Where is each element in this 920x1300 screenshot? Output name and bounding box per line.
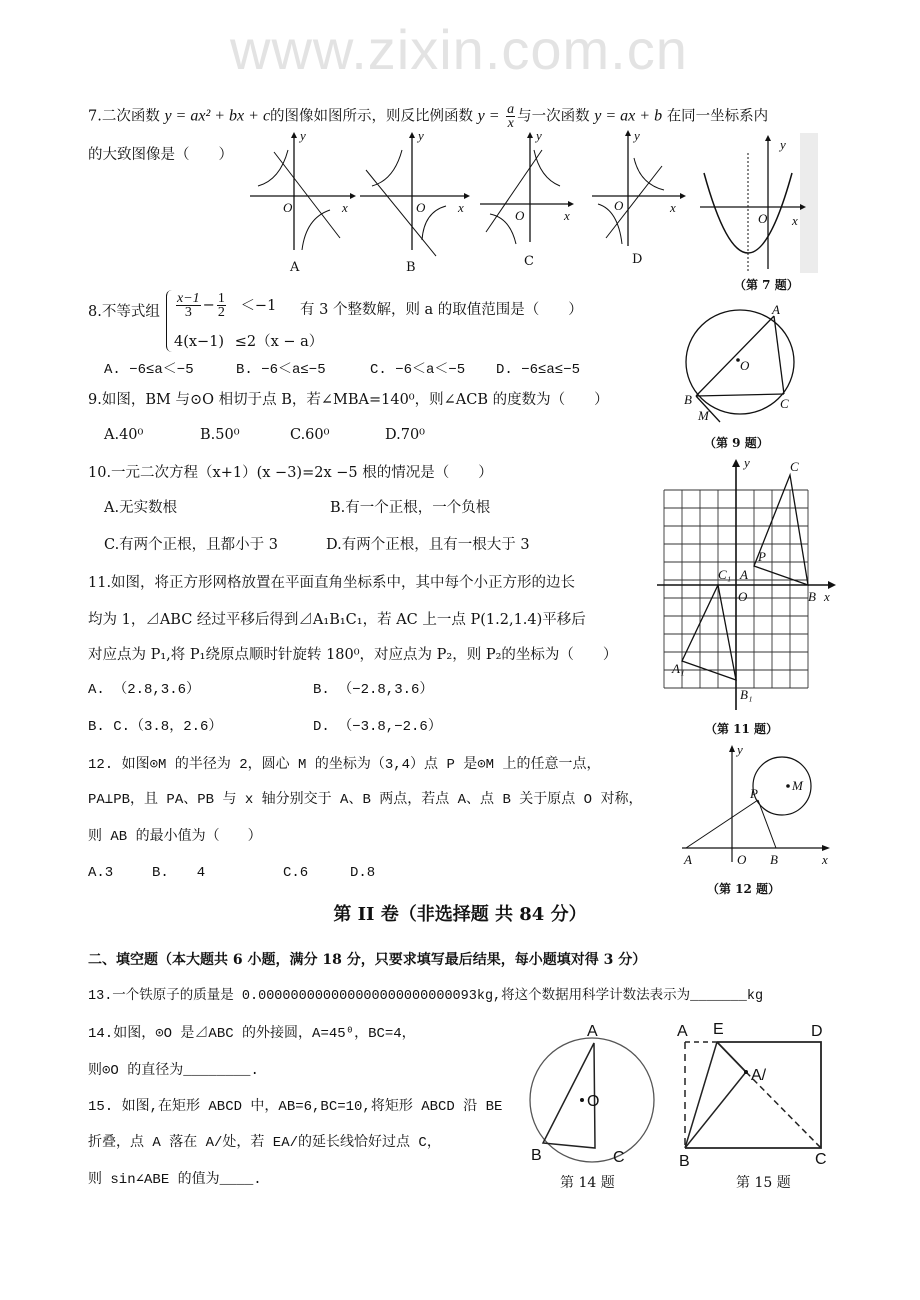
q14-figure-caption: 第 14 题 (560, 1175, 615, 1191)
q7-equation-inverse-lhs: y = (477, 107, 500, 125)
q9-option-d: D.70⁰ (385, 427, 425, 443)
origin-label: O (737, 852, 747, 867)
point-b-label: B (684, 392, 692, 407)
q7-option-d-label: D (632, 252, 643, 267)
point-c-label: C (815, 1151, 827, 1168)
point-a-label: A (587, 1023, 598, 1040)
origin-label: O (283, 200, 293, 215)
axis-x-label: x (458, 200, 464, 215)
q7-text-mid: 的图像如图所示，则反比例函数 (270, 108, 474, 125)
q7-figure-caption: （第 7 题） (734, 278, 799, 292)
q7-graph-a (250, 130, 360, 260)
q11-line-1: 11.如图，将正方形网格放置在平面直角坐标系中，其中每个小正方形的边长 (88, 575, 576, 591)
q12-line-1: 12. 如图⊙M 的半径为 2，圆心 M 的坐标为（3,4）点 P 是⊙M 上的任意一点， (88, 757, 601, 773)
q10-option-b: B.有一个正根，一个负根 (330, 500, 491, 516)
q12-figure-caption: （第 12 题） (707, 882, 781, 896)
point-b-label: B (770, 852, 778, 867)
q8-option-d: D. −6≤a≤−5 (496, 362, 581, 378)
point-o-label: O (740, 358, 750, 373)
q7-frac-den: x (507, 116, 514, 131)
q7-frac-num: a (507, 102, 515, 117)
q8-frac-2-num: 1 (217, 291, 225, 306)
origin-label: O (416, 200, 426, 215)
q7-option-a-label: A (290, 260, 300, 275)
q11-option-d: D. （−3.8,−2.6） (313, 719, 442, 735)
q11-option-c: B. C.（3.8，2.6） (88, 719, 223, 735)
point-b-label: B (531, 1147, 542, 1164)
q7-graph-b (360, 130, 475, 260)
q8-row-1 (174, 292, 276, 319)
q8-row-1-relation: ＜−1 (240, 297, 277, 314)
q15-line-3: 则 sin∠ABE 的值为____. (88, 1172, 262, 1188)
q8-frac-1-den: 3 (184, 305, 192, 320)
q11-line-2: 均为 1，⊿ABC 经过平移后得到⊿A₁B₁C₁，若 AC 上一点 P(1.2,1.4)平移后 (88, 612, 586, 628)
q8-option-b: B. −6＜a≤−5 (236, 362, 326, 378)
q15-line-1: 15. 如图,在矩形 ABCD 中，AB=6,BC=10,将矩形 ABCD 沿 BE (88, 1099, 503, 1115)
q8-option-c: C. −6＜a＜−5 (370, 362, 466, 378)
point-b-label: B (679, 1153, 690, 1170)
point-a1-label: A₁ (672, 661, 685, 676)
point-c-label: C (613, 1149, 625, 1166)
point-m-label: M (792, 778, 803, 793)
point-c-label: C (780, 396, 789, 411)
point-m-label: M (698, 408, 709, 423)
q8-row-2-lhs: 4(x−1) (174, 334, 225, 350)
axis-x-label: x (564, 208, 570, 223)
point-o-label: O (587, 1093, 600, 1110)
axis-y-label: y (418, 130, 424, 143)
q9-text: 9.如图，BM 与⊙O 相切于点 B，若∠MBA=140⁰，则∠ACB 的度数为（ ） (88, 392, 609, 408)
origin-label: O (758, 211, 768, 226)
origin-label: O (515, 208, 525, 223)
q7-text-mid2: 与一次函数 (517, 108, 590, 125)
q10-option-d: D.有两个正根，且有一根大于 3 (326, 537, 530, 553)
point-a-label: A (677, 1023, 688, 1040)
point-e-label: E (713, 1021, 724, 1038)
q7-graph-d (592, 128, 697, 248)
q7-equation-quadratic: y = ax² + bx + c (164, 107, 271, 125)
section-2-title: 第 II 卷（非选择题 共 84 分） (333, 904, 587, 925)
point-a-label: A (684, 852, 692, 867)
q7-parabola-graph (700, 133, 818, 273)
q9-option-a: A.40⁰ (104, 427, 144, 443)
q11-grid-figure (652, 455, 840, 715)
q11-figure-caption: （第 11 题） (705, 722, 779, 736)
q10-option-c: C.有两个正根，且都小于 3 (104, 537, 279, 553)
point-c1-label: C₁ (718, 567, 732, 582)
q12-line-3: 则 AB 的最小值为（ ） (88, 829, 262, 845)
point-a-label: A (772, 302, 780, 317)
q8-row-2-relation: ≤2（x − a） (234, 334, 324, 350)
axis-y-label: y (780, 137, 786, 152)
q7-graph-c (480, 130, 580, 260)
q10-option-a: A.无实数根 (104, 500, 178, 516)
axis-y-label: y (737, 742, 743, 757)
q11-option-a: A. （2.8,3.6） (88, 682, 201, 698)
axis-y-label: y (536, 130, 542, 143)
q9-figure-caption: （第 9 题） (704, 436, 769, 450)
q8-frac-1 (176, 292, 201, 319)
axis-x-label: x (670, 200, 676, 215)
q8-prefix: 8.不等式组 (88, 304, 160, 320)
axis-y-label: y (300, 130, 306, 143)
q7-option-b-label: B (406, 260, 416, 275)
axis-x-label: x (822, 852, 828, 867)
q8-row-2 (174, 332, 323, 352)
axis-y-label: y (634, 128, 640, 143)
q10-text: 10.一元二次方程（x+1）(x −3)=2x −5 根的情况是（ ） (88, 465, 493, 481)
q12-line-2: PA⊥PB，且 PA、PB 与 x 轴分别交于 A、B 两点，若点 A、点 B 关于原点 O 对称， (88, 792, 643, 808)
point-b1-label: B₁ (740, 687, 753, 702)
q11-line-3: 对应点为 P₁,将 P₁绕原点顺时针旋转 180⁰，对应点为 P₂，则 P₂的坐标为（ ） (88, 647, 618, 663)
q8-option-a: A. −6≤a＜−5 (104, 362, 194, 378)
q15-line-2: 折叠，点 A 落在 A/处，若 EA/的延长线恰好过点 C， (88, 1135, 441, 1151)
axis-x-label: x (792, 213, 798, 228)
q8-brace (166, 290, 173, 352)
point-a-label: A (740, 567, 748, 582)
axis-y-label: y (744, 455, 750, 470)
q15-figure-caption: 第 15 题 (736, 1175, 791, 1191)
q12-option-b: B. 4 (152, 865, 206, 881)
q8-minus: − (202, 297, 215, 314)
q8-frac-1-num: x−1 (177, 291, 200, 306)
point-c-label: C (790, 459, 799, 474)
q12-option-d: D.8 (350, 865, 376, 881)
axis-x-label: x (824, 589, 830, 604)
q7-fraction (506, 103, 515, 130)
q7-suffix: 在同一坐标系内 (666, 108, 769, 125)
q7-equation-linear: y = ax + b (594, 107, 663, 125)
q9-option-b: B.50⁰ (200, 427, 240, 443)
q12-option-a: A.3 (88, 865, 114, 881)
q12-option-c: C.6 (283, 865, 309, 881)
question-7-line-2: 的大致图像是（ ） (88, 147, 233, 163)
point-a-prime-label: A/ (751, 1067, 767, 1084)
point-d-label: D (811, 1023, 823, 1040)
point-p-label: P (750, 786, 758, 801)
watermark: www.zixin.com.cn (230, 18, 688, 81)
q8-suffix: 有 3 个整数解，则 a 的取值范围是（ ） (300, 302, 583, 318)
q12-circle-figure (682, 742, 834, 867)
q14-circle-figure (520, 1020, 670, 1170)
origin-label: O (738, 589, 748, 604)
origin-label: O (614, 198, 624, 213)
q9-circle-figure (676, 300, 806, 428)
q14-line-2: 则⊙O 的直径为________. (88, 1063, 259, 1079)
q8-frac-2 (217, 292, 226, 319)
q7-option-c-label: C (524, 254, 534, 269)
q7-prefix: 7.二次函数 (88, 108, 160, 125)
q11-option-b: B. （−2.8,3.6） (313, 682, 434, 698)
axis-x-label: x (342, 200, 348, 215)
q15-rectangle-figure (675, 1020, 835, 1170)
point-b-label: B (808, 589, 816, 604)
q14-line-1: 14.如图，⊙O 是⊿ABC 的外接圆，A=45⁰，BC=4， (88, 1026, 416, 1042)
question-7-line-1 (88, 103, 768, 130)
point-p-label: P (758, 549, 766, 564)
q9-option-c: C.60⁰ (290, 427, 330, 443)
q8-frac-2-den: 2 (217, 305, 225, 320)
q13-text: 13.一个铁原子的质量是 0.000000000000000000000000093kg,将这个数据用科学计数法表示为_______kg (88, 989, 764, 1004)
section-2-heading: 二、填空题（本大题共 6 小题，满分 18 分，只要求填写最后结果，每小题填对得 3 分） (88, 952, 647, 968)
